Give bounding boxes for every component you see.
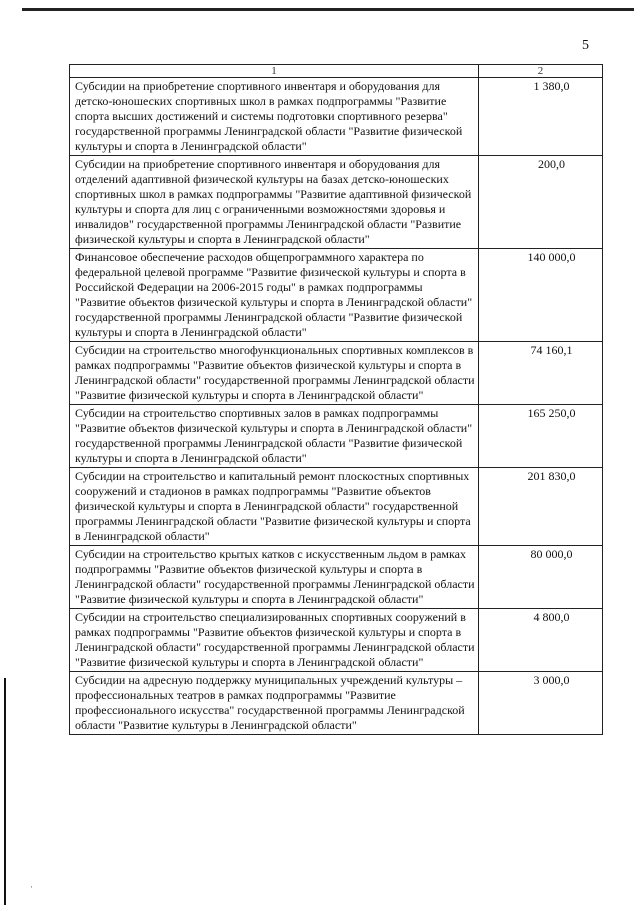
table-header-row — [70, 65, 603, 78]
table-row — [70, 156, 603, 249]
header-col-2: 2 — [479, 65, 603, 78]
row-amount: 165 250,0 — [527, 406, 576, 420]
row-description: Субсидии на строительство крытых катков с искусственным льдом в рамках подпрограммы "Развитие объектов физической культуры и спорта в Ленинградской области" государственной программы Ленинградской области "Развитие физической культуры и спорта в Ленинградской области" — [70, 546, 479, 609]
row-amount: 4 800,0 — [533, 610, 570, 624]
margin-mark: · — [30, 882, 33, 892]
table-row — [70, 672, 603, 735]
table-row — [70, 249, 603, 342]
row-amount: 74 160,1 — [530, 343, 573, 357]
table-row — [70, 342, 603, 405]
top-rule — [22, 8, 634, 11]
row-amount: 80 000,0 — [530, 547, 573, 561]
table-row — [70, 546, 603, 609]
row-amount: 3 000,0 — [533, 673, 570, 687]
page-number: 5 — [582, 38, 589, 53]
row-amount: 200,0 — [538, 157, 565, 171]
row-description: Субсидии на адресную поддержку муниципальных учреждений культуры – профессиональных театров в рамках подпрограммы "Развитие профессионального искусства" государственной программы Ленинградской области "Развитие культуры в Ленинградской области" — [70, 672, 479, 735]
row-description: Финансовое обеспечение расходов общепрограммного характера по федеральной целевой программе "Развитие физической культуры и спорта в Российской Федерации на 2006-2015 годы" в рамках подпрограммы "Развитие объектов физической культуры и спорта в Ленинградской области" государственной программы Ленинградской области "Развитие физической культуры и спорта в Ленинградской области" — [70, 249, 479, 342]
row-amount: 201 830,0 — [527, 469, 576, 483]
row-description: Субсидии на строительство специализированных спортивных сооружений в рамках подпрограммы "Развитие объектов физической культуры и спорта в Ленинградской области" государственной программы Ленинградской области "Развитие физической культуры и спорта в Ленинградской области" — [70, 609, 479, 672]
table-row — [70, 405, 603, 468]
budget-table — [69, 64, 603, 735]
row-amount: 1 380,0 — [533, 79, 570, 93]
table-row — [70, 468, 603, 546]
header-col-1: 1 — [70, 65, 479, 78]
table-row — [70, 78, 603, 156]
row-description: Субсидии на строительство и капитальный ремонт плоскостных спортивных сооружений и стадионов в рамках подпрограммы "Развитие объектов физической культуры и спорта в Ленинградской области" государственной программы Ленинградской области "Развитие физической культуры и спорта в Ленинградской области" — [70, 468, 479, 546]
row-description: Субсидии на строительство многофункциональных спортивных комплексов в рамках подпрограммы "Развитие объектов физической культуры и спорта в Ленинградской области" государственной программы Ленинградской области "Развитие физической культуры и спорта в Ленинградской области" — [70, 342, 479, 405]
row-description: Субсидии на приобретение спортивного инвентаря и оборудования для отделений адаптивной физической культуры на базах детско-юношеских спортивных школ в рамках подпрограммы "Развитие адаптивной физической культуры и спорта для лиц с ограниченными возможностями здоровья и инвалидов" государственной программы Ленинградской области "Развитие физической культуры и спорта в Ленинградской области" — [70, 156, 479, 249]
row-description: Субсидии на приобретение спортивного инвентаря и оборудования для детско-юношеских спортивных школ в рамках подпрограммы "Развитие спорта высших достижений и системы подготовки спортивного резерва" государственной программы Ленинградской области "Развитие физической культуры и спорта в Ленинградской области" — [70, 78, 479, 156]
row-amount: 140 000,0 — [527, 250, 576, 264]
row-description: Субсидии на строительство спортивных залов в рамках подпрограммы "Развитие объектов физической культуры и спорта в Ленинградской области" государственной программы Ленинградской области "Развитие физической культуры и спорта в Ленинградской области" — [70, 405, 479, 468]
table-row — [70, 609, 603, 672]
margin-bar — [4, 678, 6, 905]
